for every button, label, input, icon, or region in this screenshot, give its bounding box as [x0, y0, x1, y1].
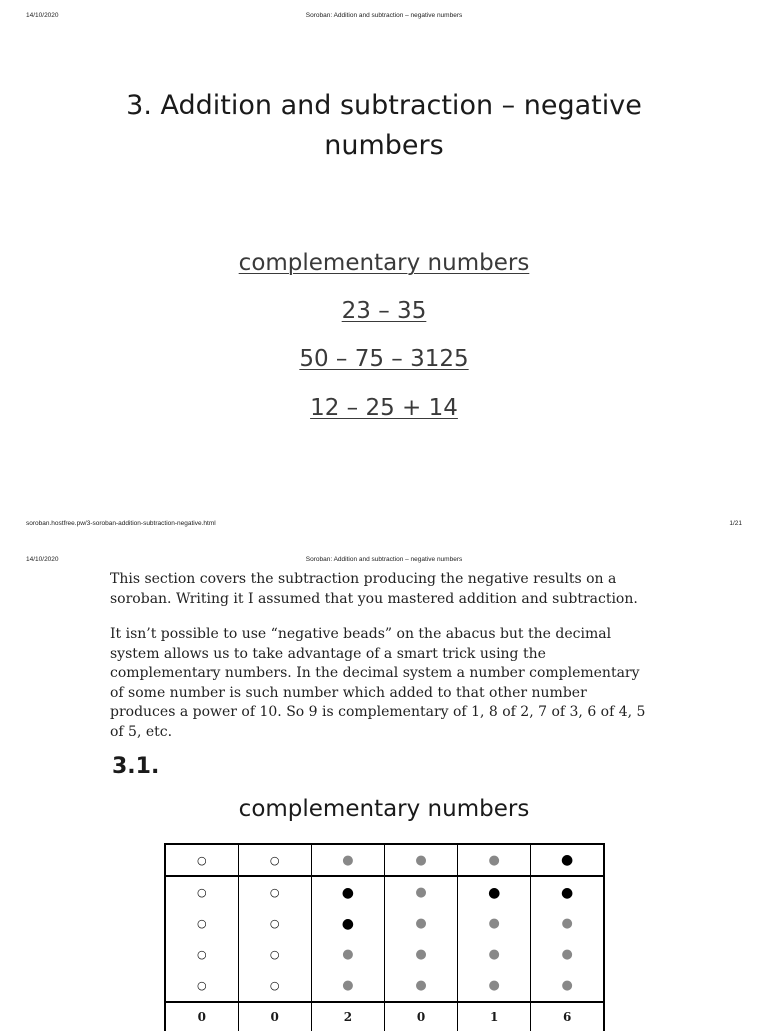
soroban-diagram [164, 843, 605, 1031]
bead-grey-icon: ● [384, 939, 457, 970]
complement-paragraph: It isn’t possible to use “negative beads” on the abacus but the decimal system allows us to take advantage of a smart trick using the complementary numbers. In the decimal system a number complementary of some number is such number which added to that other number produces a power of 10. So 9 is complementary of 1, 8 of 2, 7 of 3, 6 of 4, 5 of 5, etc. [110, 626, 646, 740]
page-header-2 [0, 556, 768, 568]
bead-grey-icon: ● [458, 939, 531, 970]
section-title: complementary numbers [238, 796, 530, 822]
bead-empty-icon: ○ [238, 939, 311, 970]
bead-grey-icon: ● [458, 844, 531, 876]
soroban-upper-row [165, 844, 604, 876]
header-title-2: Soroban: Addition and subtraction – negative numbers [305, 556, 463, 563]
bead-empty-icon: ○ [165, 844, 238, 876]
page-header [0, 12, 768, 24]
soroban-lower-row [165, 908, 604, 939]
intro-paragraph: This section covers the subtraction producing the negative results on a soroban. Writing it I assumed that you mastered addition and subtraction. [110, 571, 638, 607]
soroban-lower-row [165, 970, 604, 1002]
footer-page-number: 1/21 [729, 520, 742, 527]
bead-grey-icon: ● [311, 939, 384, 970]
bead-grey-icon: ● [531, 970, 604, 1002]
bead-black-icon: ● [458, 876, 531, 908]
soroban-digit: 2 [311, 1002, 384, 1031]
bead-grey-icon: ● [531, 939, 604, 970]
bead-grey-icon: ● [384, 844, 457, 876]
bead-empty-icon: ○ [165, 908, 238, 939]
bead-grey-icon: ● [311, 844, 384, 876]
bead-empty-icon: ○ [165, 970, 238, 1002]
bead-grey-icon: ● [458, 970, 531, 1002]
header-title: Soroban: Addition and subtraction – negative numbers [305, 12, 463, 19]
bead-black-icon: ● [531, 876, 604, 908]
toc-link-example-2[interactable]: 50 – 75 – 3125 [299, 346, 469, 372]
soroban-digit: 0 [165, 1002, 238, 1031]
soroban-digit: 6 [531, 1002, 604, 1031]
bead-empty-icon: ○ [238, 908, 311, 939]
soroban-digit-row [165, 1002, 604, 1031]
bead-grey-icon: ● [384, 876, 457, 908]
soroban-digit: 0 [238, 1002, 311, 1031]
soroban-digit: 0 [384, 1002, 457, 1031]
bead-grey-icon: ● [311, 970, 384, 1002]
bead-black-icon: ● [531, 844, 604, 876]
header-date: 14/10/2020 [26, 12, 59, 19]
soroban-lower-row [165, 939, 604, 970]
bead-empty-icon: ○ [238, 844, 311, 876]
bead-empty-icon: ○ [238, 876, 311, 908]
bead-grey-icon: ● [384, 908, 457, 939]
bead-black-icon: ● [311, 908, 384, 939]
toc-link-example-3[interactable]: 12 – 25 + 14 [310, 395, 458, 421]
bead-black-icon: ● [311, 876, 384, 908]
header-date-2: 14/10/2020 [26, 556, 59, 563]
footer-url: soroban.hostfree.pw/3-soroban-addition-subtraction-negative.html [26, 520, 216, 527]
page-footer [0, 520, 768, 532]
bead-grey-icon: ● [458, 908, 531, 939]
bead-empty-icon: ○ [165, 876, 238, 908]
bead-grey-icon: ● [384, 970, 457, 1002]
toc-link-complementary[interactable]: complementary numbers [238, 250, 530, 276]
bead-empty-icon: ○ [165, 939, 238, 970]
toc-link-example-1[interactable]: 23 – 35 [341, 298, 427, 324]
soroban-lower-row [165, 876, 604, 908]
bead-empty-icon: ○ [238, 970, 311, 1002]
bead-grey-icon: ● [531, 908, 604, 939]
soroban-digit: 1 [458, 1002, 531, 1031]
page-title: 3. Addition and subtraction – negative numbers [126, 90, 642, 161]
section-number: 3.1. [112, 754, 160, 779]
